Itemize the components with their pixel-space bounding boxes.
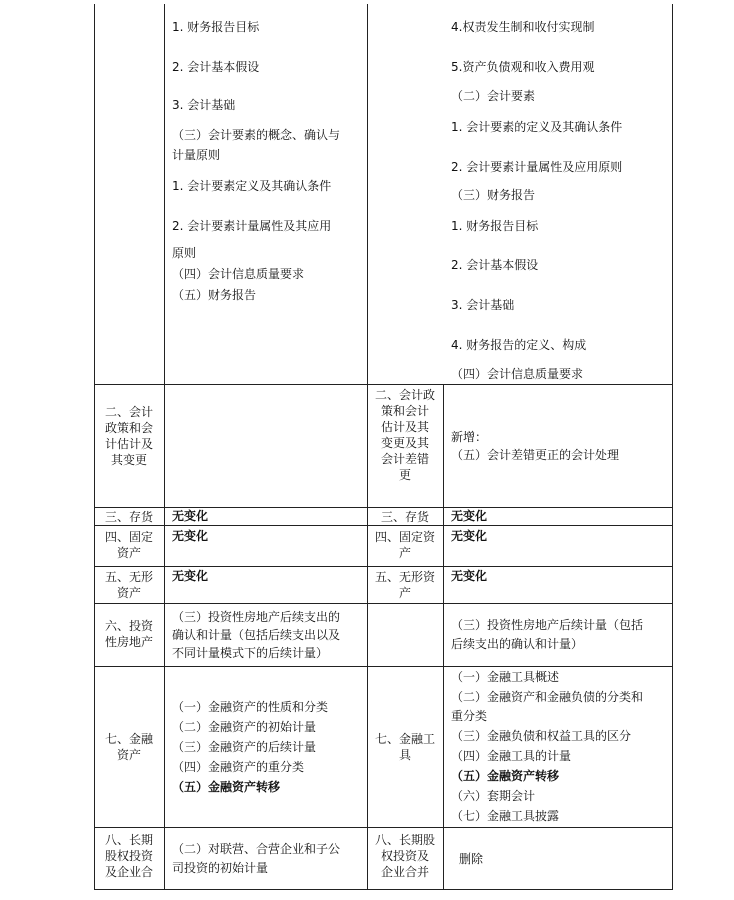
row4-right-header <box>368 529 442 561</box>
row4-right-value: 无变化 <box>451 529 488 543</box>
row2-right-header-line: 二、会计政 <box>374 388 435 402</box>
row8-left-header-line: 及企业合 <box>104 865 153 879</box>
row5-right-header-line: 五、无形资 <box>374 570 435 584</box>
row5-left-header-line: 五、无形 <box>104 570 153 584</box>
row3-left-header: 三、存货 <box>104 510 153 524</box>
row1-left-line: 1. 会计要素定义及其确认条件 <box>172 179 332 193</box>
row2-left-header-line: 计估计及 <box>104 437 153 451</box>
row7-right-line: （二）金融资产和金融负债的分类和 <box>451 690 644 704</box>
row4-right-header-line: 四、固定资 <box>374 530 435 544</box>
row3-right-value: 无变化 <box>451 509 488 523</box>
row7-left-header <box>96 731 162 763</box>
row2-right-header-line: 策和会计 <box>380 404 429 418</box>
row-divider-7 <box>94 827 673 828</box>
row1-right-line: 2. 会计要素计量属性及应用原则 <box>451 160 623 174</box>
row2-right-header-line: 变更及其 <box>380 436 429 450</box>
table-border-bottom <box>94 889 673 890</box>
row8-left-line: 司投资的初始计量 <box>172 861 269 875</box>
row6-left-line: 不同计量模式下的后续计量） <box>172 646 329 660</box>
row2-right-header-line: 估计及其 <box>380 420 429 434</box>
row5-left-value: 无变化 <box>172 569 209 583</box>
row7-right-header <box>368 731 442 763</box>
row1-left-line: 2. 会计要素计量属性及其应用 <box>172 219 332 233</box>
row4-left-value: 无变化 <box>172 529 209 543</box>
row1-left-line: 2. 会计基本假设 <box>172 60 260 74</box>
row7-left-line: （四）金融资产的重分类 <box>172 760 305 774</box>
row6-left-line: （三）投资性房地产后续支出的 <box>172 610 341 624</box>
row-divider-6 <box>94 666 673 667</box>
row6-left-header <box>96 618 162 650</box>
row7-left-line: （五）金融资产转移 <box>172 780 281 794</box>
row5-right-header <box>368 569 442 601</box>
row-divider-1 <box>94 384 673 385</box>
row7-right-line: （五）金融资产转移 <box>451 769 560 783</box>
row8-left-line: （二）对联营、合营企业和子公 <box>172 842 341 856</box>
row6-left-line: 确认和计量（包括后续支出以及 <box>172 628 341 642</box>
row2-left-header-line: 政策和会 <box>104 421 153 435</box>
row5-left-header-line: 资产 <box>116 586 141 600</box>
row2-left-header-line: 二、会计 <box>104 405 153 419</box>
row1-left-line: 3. 会计基础 <box>172 98 236 112</box>
row8-right-header <box>368 832 442 880</box>
row2-left-header-line: 其变更 <box>110 453 147 467</box>
row-divider-2 <box>94 507 673 508</box>
row1-right-line: 1. 财务报告目标 <box>451 219 539 233</box>
row1-right-line: （三）财务报告 <box>451 188 536 202</box>
row6-left-header-line: 性房地产 <box>104 635 153 649</box>
row-divider-5 <box>94 603 673 604</box>
row2-right-line: （五）会计差错更正的会计处理 <box>451 448 620 462</box>
row7-right-header-line: 七、金融工 <box>374 732 435 746</box>
row7-left-header-line: 七、金融 <box>104 732 153 746</box>
row1-left-line: 1. 财务报告目标 <box>172 20 260 34</box>
row1-left-line: 原则 <box>172 246 197 260</box>
row8-right-header-line: 权投资及 <box>380 849 429 863</box>
column-divider-3 <box>443 384 444 890</box>
row-divider-4 <box>94 566 673 567</box>
row1-left-line: 计量原则 <box>172 148 221 162</box>
row1-left-line: （五）财务报告 <box>172 288 257 302</box>
row5-right-header-line: 产 <box>398 586 411 600</box>
row7-left-line: （二）金融资产的初始计量 <box>172 720 317 734</box>
row2-right-line: 新增： <box>451 430 488 444</box>
row2-right-header <box>368 387 442 483</box>
row8-left-header-line: 股权投资 <box>104 849 153 863</box>
table-border-right <box>672 4 673 890</box>
row7-left-line: （三）金融资产的后续计量 <box>172 740 317 754</box>
row-divider-3 <box>94 525 673 526</box>
row1-left-line: （三）会计要素的概念、确认与 <box>172 128 341 142</box>
row5-left-header <box>96 569 162 601</box>
row7-left-header-line: 资产 <box>116 748 141 762</box>
row1-right-line: 1. 会计要素的定义及其确认条件 <box>451 120 623 134</box>
row8-right-header-line: 企业合并 <box>380 865 429 879</box>
row8-left-header <box>96 832 162 880</box>
row7-right-line: 重分类 <box>451 709 488 723</box>
row2-right-header-line: 会计差错 <box>380 452 429 466</box>
row8-left-header-line: 八、长期 <box>104 833 153 847</box>
row7-right-header-line: 具 <box>398 748 411 762</box>
row7-right-line: （六）套期会计 <box>451 789 536 803</box>
row7-right-line: （一）金融工具概述 <box>451 670 560 684</box>
row3-right-header: 三、存货 <box>380 510 429 524</box>
row1-right-line: 2. 会计基本假设 <box>451 258 539 272</box>
row3-left-value: 无变化 <box>172 509 209 523</box>
row7-right-line: （三）金融负债和权益工具的区分 <box>451 729 632 743</box>
row8-right-value: 删除 <box>459 852 484 866</box>
row1-right-line: （二）会计要素 <box>451 89 536 103</box>
row4-left-header-line: 四、固定 <box>104 530 153 544</box>
row5-right-value: 无变化 <box>451 569 488 583</box>
row6-left-header-line: 六、投资 <box>104 619 153 633</box>
row4-right-header-line: 产 <box>398 546 411 560</box>
column-divider-1 <box>164 4 165 890</box>
row6-right-line: （三）投资性房地产后续计量（包括 <box>451 618 644 632</box>
row1-right-line: 5.资产负债观和收入费用观 <box>451 60 595 74</box>
table-border-left <box>94 4 95 890</box>
row1-right-line: 4. 财务报告的定义、构成 <box>451 338 587 352</box>
row1-right-line: 4.权责发生制和收付实现制 <box>451 20 595 34</box>
row8-right-header-line: 八、长期股 <box>374 833 435 847</box>
row1-right-line: 3. 会计基础 <box>451 298 515 312</box>
row4-left-header-line: 资产 <box>116 546 141 560</box>
row7-right-line: （四）金融工具的计量 <box>451 749 572 763</box>
row4-left-header <box>96 529 162 561</box>
row7-left-line: （一）金融资产的性质和分类 <box>172 700 329 714</box>
row1-right-line: （四）会计信息质量要求 <box>451 367 584 381</box>
row1-left-line: （四）会计信息质量要求 <box>172 267 305 281</box>
row2-left-header <box>96 404 162 468</box>
row2-right-header-line: 更 <box>398 468 411 482</box>
row6-right-line: 后续支出的确认和计量） <box>451 637 584 651</box>
row7-right-line: （七）金融工具披露 <box>451 809 560 823</box>
